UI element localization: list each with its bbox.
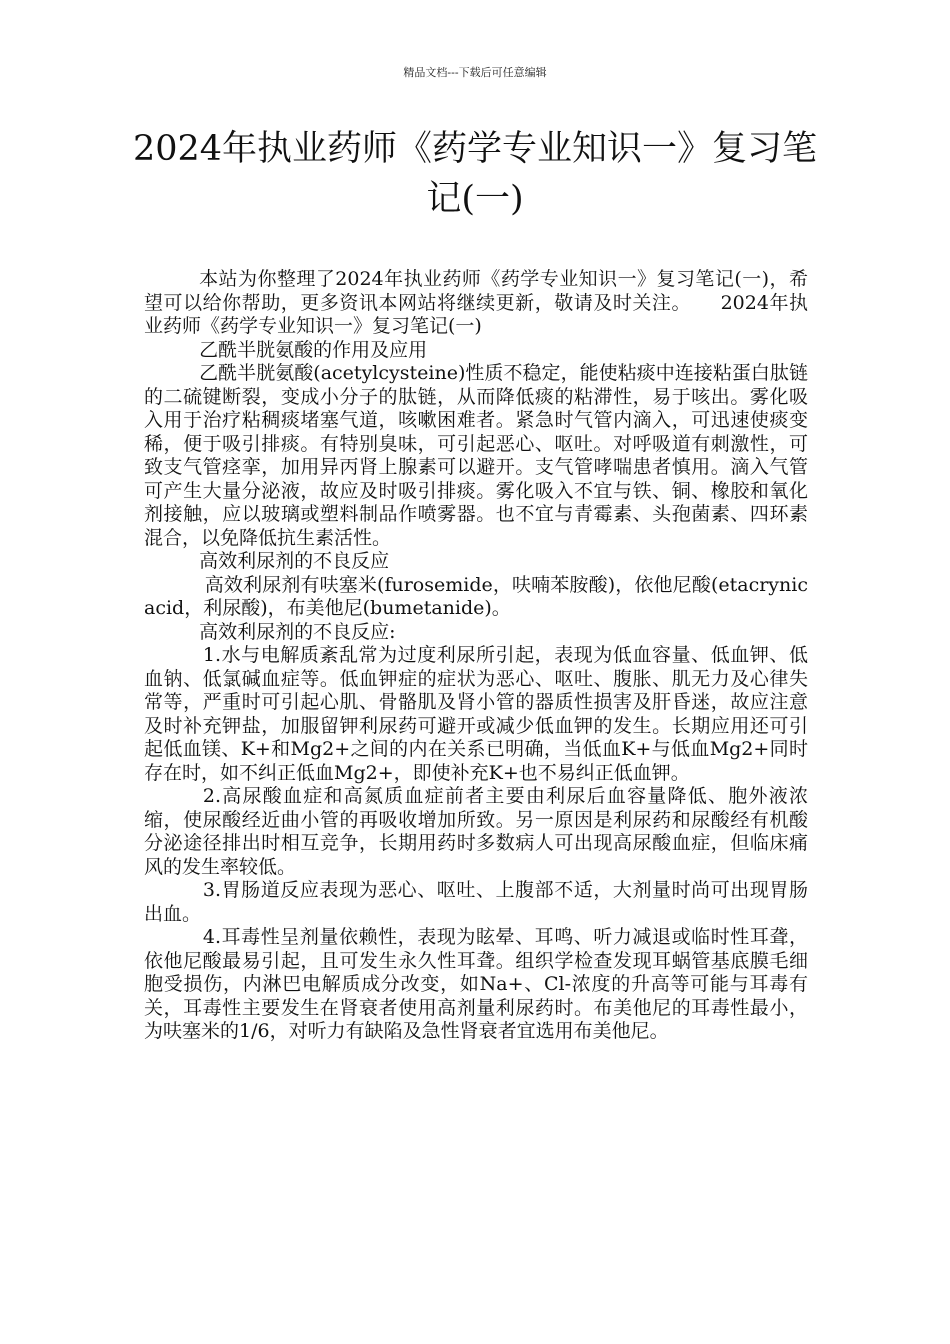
- intro-paragraph: 本站为你整理了2024年执业药师《药学专业知识一》复习笔记(一)，希望可以给你帮助，更多资讯本网站将继续更新，敬请及时关注。 2024年执业药师《药学专业知识一》复习笔记(一): [144, 268, 808, 337]
- document-body: [144, 268, 808, 1044]
- header-note: 精品文档---下载后可任意编辑: [403, 66, 547, 79]
- acetylcysteine-paragraph: 乙酰半胱氨酸(acetylcysteine)性质不稳定，能使粘痰中连接粘蛋白肽链的二硫键断裂，变成小分子的肽链，从而降低痰的粘滞性，易于咳出。雾化吸入用于治疗粘稠痰堵塞气道，咳嗽困难者。紧急时气管内滴入，可迅速使痰变稀，便于吸引排痰。有特别臭味，可引起恶心、呕吐。对呼吸道有刺激性，可致支气管痉挛，加用异丙肾上腺素可以避开。支气管哮喘患者慎用。滴入气管可产生大量分泌液，故应及时吸引排痰。雾化吸入不宜与铁、铜、橡胶和氧化剂接触，应以玻璃或塑料制品作喷雾器。也不宜与青霉素、头孢菌素、四环素混合，以免降低抗生素活性。: [144, 362, 808, 549]
- diuretics-intro-paragraph: 高效利尿剂有呋塞米(furosemide，呋喃苯胺酸)，依他尼酸(etacrynic acid，利尿酸)，布美他尼(bumetanide)。: [144, 573, 808, 619]
- document-title: 2024年执业药师《药学专业知识一》复习笔记(一): [132, 129, 818, 219]
- adverse-item-1: 1.水与电解质紊乱常为过度利尿所引起，表现为低血容量、低血钾、低血钠、低氯碱血症等。低血钾症的症状为恶心、呕吐、腹胀、肌无力及心律失常等，严重时可引起心肌、骨骼肌及肾小管的器质性损害及肝昏迷，故应注意及时补充钾盐，加服留钾利尿药可避开或减少低血钾的发生。长期应用还可引起低血镁、K+和Mg2+之间的内在关系已明确，当低血K+与低血Mg2+同时存在时，如不纠正低血Mg2+，即使补充K+也不易纠正低血钾。: [144, 644, 808, 784]
- section-heading-diuretics: 高效利尿剂的不良反应: [199, 550, 390, 572]
- adverse-item-4: 4.耳毒性呈剂量依赖性，表现为眩晕、耳鸣、听力减退或临时性耳聋，依他尼酸最易引起，且可发生永久性耳聋。组织学检查发现耳蜗管基底膜毛细胞受损伤，内淋巴电解质成分改变，如Na+、Cl-浓度的升高等可能与耳毒有关，耳毒性主要发生在肾衰者使用高剂量利尿药时。布美他尼的耳毒性最小，为呋塞米的1/6，对听力有缺陷及急性肾衰者宜选用布美他尼。: [144, 926, 808, 1042]
- diuretics-adverse-heading: 高效利尿剂的不良反应:: [199, 620, 396, 643]
- section-heading-acetylcysteine: 乙酰半胱氨酸的作用及应用: [199, 338, 428, 361]
- adverse-item-3: 3.胃肠道反应表现为恶心、呕吐、上腹部不适，大剂量时尚可出现胃肠出血。: [144, 879, 808, 925]
- adverse-item-2: 2.高尿酸血症和高氮质血症前者主要由利尿后血容量降低、胞外液浓缩，使尿酸经近曲小管的再吸收增加所致。另一原因是利尿药和尿酸经有机酸分泌途径排出时相互竞争，长期用药时多数病人可出现高尿酸血症，但临床痛风的发生率较低。: [144, 785, 808, 878]
